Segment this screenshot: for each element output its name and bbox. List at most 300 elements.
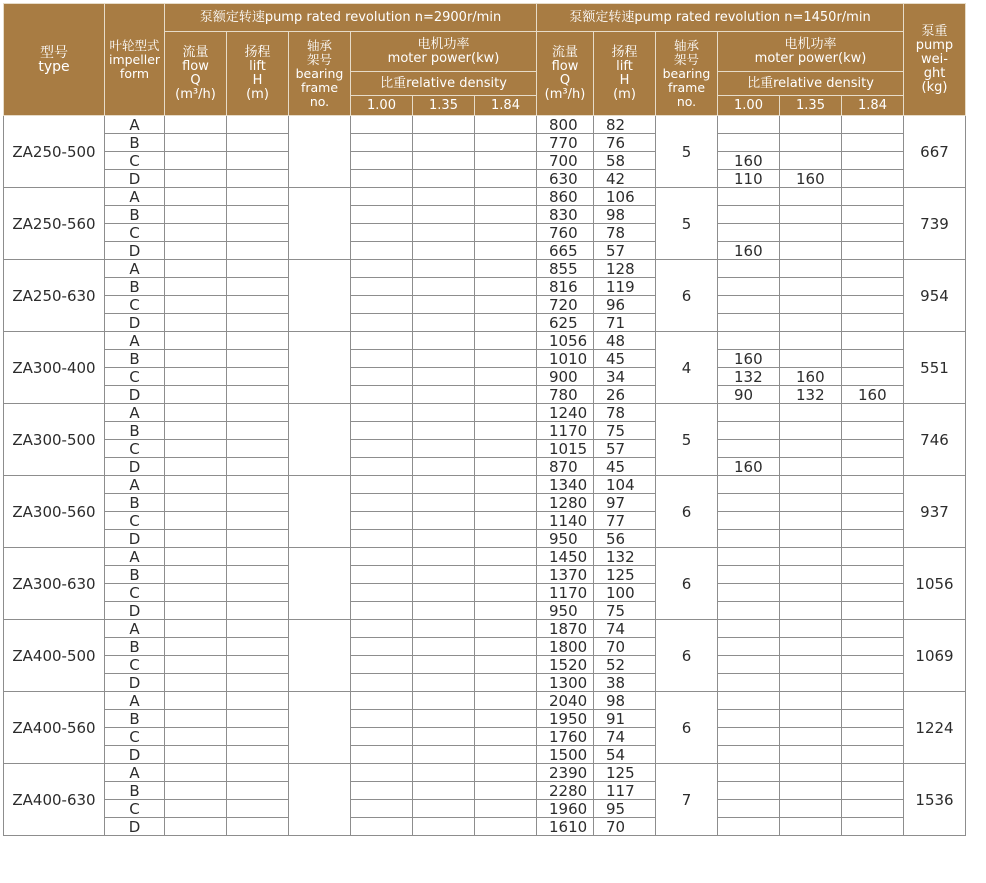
lift-2900-cell <box>227 476 289 494</box>
power-1450-1-00-cell <box>718 512 780 530</box>
revolution-2900-header: 泵额定转速pump rated revolution n=2900r/min <box>165 4 537 32</box>
power-1450-1-84-cell <box>842 206 904 224</box>
flow-1450-cell: 2390 <box>537 764 594 782</box>
density-1-84-2900: 1.84 <box>475 96 537 116</box>
bearing-frame-2900-cell <box>289 404 351 476</box>
flow-2900-cell <box>165 764 227 782</box>
table-row <box>4 332 966 350</box>
lift-2900-cell <box>227 638 289 656</box>
lift-1450-cell: 96 <box>594 296 656 314</box>
lift-header-2900: 扬程 lift H (m) <box>227 32 289 116</box>
power-2900-1-00-cell <box>351 314 413 332</box>
flow-1450-cell: 950 <box>537 602 594 620</box>
flow-2900-cell <box>165 134 227 152</box>
power-2900-1-00-cell <box>351 476 413 494</box>
table-row <box>4 260 966 278</box>
power-1450-1-35-cell <box>780 800 842 818</box>
lift-1450-cell: 98 <box>594 206 656 224</box>
power-2900-1-00-cell <box>351 116 413 134</box>
power-2900-1-84-cell <box>475 638 537 656</box>
flow-1450-cell: 950 <box>537 530 594 548</box>
lift-1450-cell: 77 <box>594 512 656 530</box>
power-1450-1-00-cell <box>718 710 780 728</box>
lift-2900-cell <box>227 620 289 638</box>
power-1450-1-84-cell <box>842 422 904 440</box>
power-2900-1-35-cell <box>413 530 475 548</box>
flow-2900-cell <box>165 332 227 350</box>
power-2900-1-35-cell <box>413 188 475 206</box>
table-row <box>4 386 966 404</box>
lift-2900-cell <box>227 674 289 692</box>
lift-2900-cell <box>227 332 289 350</box>
power-2900-1-84-cell <box>475 422 537 440</box>
table-row <box>4 368 966 386</box>
power-1450-1-84-cell <box>842 404 904 422</box>
lift-2900-cell <box>227 278 289 296</box>
lift-1450-cell: 45 <box>594 350 656 368</box>
power-1450-1-35-cell <box>780 548 842 566</box>
power-2900-1-35-cell <box>413 422 475 440</box>
lift-1450-cell: 125 <box>594 566 656 584</box>
lift-2900-cell <box>227 602 289 620</box>
power-1450-1-84-cell <box>842 368 904 386</box>
power-1450-1-84-cell <box>842 116 904 134</box>
impeller-form-cell: D <box>105 242 165 260</box>
power-1450-1-84-cell <box>842 602 904 620</box>
impeller-form-cell: D <box>105 458 165 476</box>
bearing-frame-2900-cell <box>289 692 351 764</box>
flow-1450-cell: 1056 <box>537 332 594 350</box>
bearing-frame-2900-cell <box>289 620 351 692</box>
power-1450-1-84-cell <box>842 314 904 332</box>
power-2900-1-00-cell <box>351 602 413 620</box>
impeller-form-cell: B <box>105 278 165 296</box>
density-1-35-2900: 1.35 <box>413 96 475 116</box>
lift-2900-cell <box>227 134 289 152</box>
density-1-84-1450: 1.84 <box>842 96 904 116</box>
power-1450-1-35-cell <box>780 404 842 422</box>
lift-1450-cell: 70 <box>594 638 656 656</box>
power-1450-1-00-cell <box>718 764 780 782</box>
power-2900-1-84-cell <box>475 314 537 332</box>
power-2900-1-84-cell <box>475 260 537 278</box>
power-1450-1-84-cell <box>842 656 904 674</box>
power-1450-1-00-cell <box>718 818 780 836</box>
power-2900-1-84-cell <box>475 350 537 368</box>
pump-weight-cell: 746 <box>904 404 966 476</box>
power-1450-1-00-cell <box>718 188 780 206</box>
impeller-form-cell: A <box>105 260 165 278</box>
power-1450-1-35-cell <box>780 530 842 548</box>
power-1450-1-00-cell <box>718 620 780 638</box>
power-1450-1-35-cell <box>780 782 842 800</box>
table-row <box>4 440 966 458</box>
lift-1450-cell: 74 <box>594 620 656 638</box>
model-cell: ZA250-560 <box>4 188 105 260</box>
power-1450-1-00-cell <box>718 566 780 584</box>
power-1450-1-35-cell <box>780 224 842 242</box>
power-1450-1-84-cell <box>842 440 904 458</box>
power-2900-1-84-cell <box>475 746 537 764</box>
flow-2900-cell <box>165 530 227 548</box>
flow-2900-cell <box>165 512 227 530</box>
power-2900-1-84-cell <box>475 170 537 188</box>
power-2900-1-84-cell <box>475 512 537 530</box>
flow-1450-cell: 1240 <box>537 404 594 422</box>
power-1450-1-84-cell <box>842 620 904 638</box>
power-1450-1-35-cell <box>780 584 842 602</box>
lift-2900-cell <box>227 818 289 836</box>
power-1450-1-84-cell <box>842 458 904 476</box>
flow-2900-cell <box>165 368 227 386</box>
power-1450-1-00-cell <box>718 440 780 458</box>
power-1450-1-00-cell <box>718 206 780 224</box>
power-2900-1-35-cell <box>413 242 475 260</box>
power-1450-1-35-cell: 160 <box>780 368 842 386</box>
table-row <box>4 548 966 566</box>
power-1450-1-00-cell: 90 <box>718 386 780 404</box>
table-row <box>4 314 966 332</box>
table-row <box>4 188 966 206</box>
flow-2900-cell <box>165 476 227 494</box>
power-2900-1-00-cell <box>351 620 413 638</box>
power-1450-1-35-cell <box>780 602 842 620</box>
flow-1450-cell: 830 <box>537 206 594 224</box>
table-row <box>4 476 966 494</box>
lift-1450-cell: 70 <box>594 818 656 836</box>
power-1450-1-00-cell <box>718 800 780 818</box>
flow-2900-cell <box>165 638 227 656</box>
table-row <box>4 620 966 638</box>
power-2900-1-84-cell <box>475 602 537 620</box>
power-2900-1-00-cell <box>351 512 413 530</box>
bearing-frame-1450-cell: 6 <box>656 260 718 332</box>
lift-1450-cell: 119 <box>594 278 656 296</box>
power-2900-1-35-cell <box>413 116 475 134</box>
bearing-frame-2900-cell <box>289 188 351 260</box>
lift-2900-cell <box>227 368 289 386</box>
power-1450-1-00-cell: 160 <box>718 458 780 476</box>
impeller-form-cell: D <box>105 818 165 836</box>
impeller-form-cell: A <box>105 476 165 494</box>
power-1450-1-84-cell <box>842 746 904 764</box>
power-2900-1-35-cell <box>413 278 475 296</box>
table-row <box>4 206 966 224</box>
flow-2900-cell <box>165 548 227 566</box>
impeller-form-cell: C <box>105 584 165 602</box>
flow-1450-cell: 700 <box>537 152 594 170</box>
lift-1450-cell: 26 <box>594 386 656 404</box>
table-row <box>4 782 966 800</box>
power-1450-1-84-cell <box>842 764 904 782</box>
pump-weight-cell: 1224 <box>904 692 966 764</box>
power-2900-1-00-cell <box>351 224 413 242</box>
bearing-frame-1450-cell: 5 <box>656 404 718 476</box>
table-row <box>4 116 966 134</box>
flow-1450-cell: 855 <box>537 260 594 278</box>
power-2900-1-84-cell <box>475 278 537 296</box>
flow-1450-cell: 1450 <box>537 548 594 566</box>
flow-1450-cell: 800 <box>537 116 594 134</box>
power-1450-1-84-cell <box>842 242 904 260</box>
bearing-frame-1450-cell: 7 <box>656 764 718 836</box>
power-1450-1-00-cell <box>718 638 780 656</box>
power-2900-1-84-cell <box>475 818 537 836</box>
table-row <box>4 584 966 602</box>
power-2900-1-84-cell <box>475 296 537 314</box>
power-1450-1-84-cell <box>842 566 904 584</box>
flow-2900-cell <box>165 422 227 440</box>
power-2900-1-35-cell <box>413 494 475 512</box>
power-1450-1-35-cell <box>780 638 842 656</box>
power-1450-1-35-cell <box>780 332 842 350</box>
pump-weight-cell: 739 <box>904 188 966 260</box>
impeller-form-cell: A <box>105 404 165 422</box>
density-1-00-2900: 1.00 <box>351 96 413 116</box>
lift-1450-cell: 34 <box>594 368 656 386</box>
power-2900-1-00-cell <box>351 530 413 548</box>
power-2900-1-35-cell <box>413 710 475 728</box>
lift-2900-cell <box>227 314 289 332</box>
bearing-frame-1450-cell: 4 <box>656 332 718 404</box>
impeller-form-cell: C <box>105 512 165 530</box>
lift-2900-cell <box>227 800 289 818</box>
power-2900-1-35-cell <box>413 368 475 386</box>
power-2900-1-84-cell <box>475 368 537 386</box>
type-header: 型号 type <box>4 4 105 116</box>
impeller-form-cell: C <box>105 440 165 458</box>
pump-weight-header: 泵重 pump wei- ght (kg) <box>904 4 966 116</box>
impeller-form-cell: C <box>105 224 165 242</box>
table-row <box>4 710 966 728</box>
power-2900-1-84-cell <box>475 620 537 638</box>
power-2900-1-35-cell <box>413 620 475 638</box>
power-2900-1-84-cell <box>475 584 537 602</box>
flow-2900-cell <box>165 746 227 764</box>
flow-2900-cell <box>165 566 227 584</box>
power-2900-1-35-cell <box>413 476 475 494</box>
power-1450-1-84-cell <box>842 296 904 314</box>
power-2900-1-35-cell <box>413 314 475 332</box>
power-1450-1-35-cell <box>780 296 842 314</box>
power-1450-1-00-cell: 132 <box>718 368 780 386</box>
lift-2900-cell <box>227 386 289 404</box>
power-1450-1-00-cell: 160 <box>718 152 780 170</box>
power-1450-1-35-cell <box>780 116 842 134</box>
power-2900-1-84-cell <box>475 566 537 584</box>
power-1450-1-00-cell <box>718 476 780 494</box>
power-2900-1-00-cell <box>351 710 413 728</box>
power-1450-1-00-cell <box>718 746 780 764</box>
lift-1450-cell: 106 <box>594 188 656 206</box>
power-2900-1-35-cell <box>413 440 475 458</box>
power-1450-1-35-cell: 132 <box>780 386 842 404</box>
power-1450-1-84-cell <box>842 494 904 512</box>
power-1450-1-35-cell <box>780 152 842 170</box>
flow-1450-cell: 1340 <box>537 476 594 494</box>
lift-2900-cell <box>227 710 289 728</box>
motor-power-header-1450: 电机功率 moter power(kw) <box>718 32 904 72</box>
flow-1450-cell: 1870 <box>537 620 594 638</box>
table-row <box>4 746 966 764</box>
power-2900-1-00-cell <box>351 134 413 152</box>
power-2900-1-84-cell <box>475 764 537 782</box>
power-1450-1-84-cell <box>842 782 904 800</box>
impeller-form-cell: A <box>105 188 165 206</box>
table-row <box>4 728 966 746</box>
flow-1450-cell: 720 <box>537 296 594 314</box>
power-2900-1-00-cell <box>351 458 413 476</box>
flow-2900-cell <box>165 260 227 278</box>
flow-2900-cell <box>165 188 227 206</box>
power-2900-1-00-cell <box>351 278 413 296</box>
power-2900-1-35-cell <box>413 746 475 764</box>
model-cell: ZA250-500 <box>4 116 105 188</box>
power-2900-1-35-cell <box>413 332 475 350</box>
lift-1450-cell: 54 <box>594 746 656 764</box>
impeller-form-cell: A <box>105 548 165 566</box>
power-2900-1-84-cell <box>475 800 537 818</box>
power-2900-1-84-cell <box>475 440 537 458</box>
flow-1450-cell: 816 <box>537 278 594 296</box>
bearing-frame-2900-cell <box>289 260 351 332</box>
power-1450-1-84-cell: 160 <box>842 386 904 404</box>
power-2900-1-00-cell <box>351 350 413 368</box>
pump-weight-cell: 551 <box>904 332 966 404</box>
power-1450-1-84-cell <box>842 530 904 548</box>
flow-2900-cell <box>165 602 227 620</box>
pump-weight-cell: 1536 <box>904 764 966 836</box>
impeller-form-cell: A <box>105 332 165 350</box>
density-1-00-1450: 1.00 <box>718 96 780 116</box>
power-2900-1-00-cell <box>351 692 413 710</box>
flow-2900-cell <box>165 404 227 422</box>
lift-2900-cell <box>227 548 289 566</box>
lift-1450-cell: 76 <box>594 134 656 152</box>
lift-2900-cell <box>227 170 289 188</box>
table-row <box>4 656 966 674</box>
power-1450-1-00-cell: 160 <box>718 242 780 260</box>
power-2900-1-35-cell <box>413 404 475 422</box>
power-1450-1-35-cell <box>780 566 842 584</box>
impeller-form-cell: B <box>105 566 165 584</box>
power-2900-1-00-cell <box>351 656 413 674</box>
impeller-form-cell: C <box>105 368 165 386</box>
power-1450-1-00-cell <box>718 782 780 800</box>
power-2900-1-00-cell <box>351 782 413 800</box>
lift-1450-cell: 58 <box>594 152 656 170</box>
bearing-frame-1450-cell: 6 <box>656 548 718 620</box>
lift-1450-cell: 132 <box>594 548 656 566</box>
model-cell: ZA300-630 <box>4 548 105 620</box>
pump-weight-cell: 1056 <box>904 548 966 620</box>
power-1450-1-35-cell <box>780 440 842 458</box>
lift-2900-cell <box>227 152 289 170</box>
lift-2900-cell <box>227 728 289 746</box>
flow-1450-cell: 1950 <box>537 710 594 728</box>
revolution-1450-header: 泵额定转速pump rated revolution n=1450r/min <box>537 4 904 32</box>
table-row <box>4 296 966 314</box>
flow-1450-cell: 1170 <box>537 422 594 440</box>
power-1450-1-35-cell <box>780 350 842 368</box>
table-row <box>4 224 966 242</box>
impeller-form-cell: D <box>105 386 165 404</box>
power-1450-1-84-cell <box>842 692 904 710</box>
impeller-form-cell: A <box>105 116 165 134</box>
impeller-form-cell: B <box>105 710 165 728</box>
flow-1450-cell: 630 <box>537 170 594 188</box>
table-row <box>4 638 966 656</box>
lift-2900-cell <box>227 584 289 602</box>
power-2900-1-00-cell <box>351 584 413 602</box>
pump-weight-cell: 954 <box>904 260 966 332</box>
power-2900-1-84-cell <box>475 242 537 260</box>
table-row <box>4 404 966 422</box>
power-1450-1-84-cell <box>842 224 904 242</box>
model-cell: ZA300-400 <box>4 332 105 404</box>
power-2900-1-84-cell <box>475 530 537 548</box>
table-row <box>4 134 966 152</box>
table-row <box>4 512 966 530</box>
table-row <box>4 170 966 188</box>
power-1450-1-35-cell <box>780 710 842 728</box>
lift-1450-cell: 97 <box>594 494 656 512</box>
power-1450-1-84-cell <box>842 188 904 206</box>
table-row <box>4 530 966 548</box>
flow-2900-cell <box>165 494 227 512</box>
power-1450-1-00-cell <box>718 314 780 332</box>
bearing-frame-2900-cell <box>289 476 351 548</box>
power-1450-1-84-cell <box>842 584 904 602</box>
power-2900-1-84-cell <box>475 332 537 350</box>
flow-2900-cell <box>165 224 227 242</box>
lift-2900-cell <box>227 494 289 512</box>
flow-1450-cell: 900 <box>537 368 594 386</box>
table-row <box>4 602 966 620</box>
power-1450-1-35-cell <box>780 674 842 692</box>
table-row <box>4 242 966 260</box>
power-1450-1-84-cell <box>842 728 904 746</box>
density-1-35-1450: 1.35 <box>780 96 842 116</box>
lift-1450-cell: 75 <box>594 422 656 440</box>
power-2900-1-84-cell <box>475 386 537 404</box>
flow-2900-cell <box>165 116 227 134</box>
lift-2900-cell <box>227 422 289 440</box>
power-1450-1-35-cell <box>780 764 842 782</box>
flow-2900-cell <box>165 152 227 170</box>
flow-1450-cell: 1610 <box>537 818 594 836</box>
flow-1450-cell: 1170 <box>537 584 594 602</box>
impeller-form-cell: D <box>105 746 165 764</box>
power-2900-1-00-cell <box>351 422 413 440</box>
power-1450-1-84-cell <box>842 476 904 494</box>
power-1450-1-00-cell <box>718 296 780 314</box>
flow-2900-cell <box>165 710 227 728</box>
lift-header-1450: 扬程 lift H (m) <box>594 32 656 116</box>
impeller-form-cell: D <box>105 314 165 332</box>
power-1450-1-35-cell: 160 <box>780 170 842 188</box>
flow-1450-cell: 1500 <box>537 746 594 764</box>
power-2900-1-35-cell <box>413 782 475 800</box>
power-1450-1-84-cell <box>842 548 904 566</box>
power-2900-1-00-cell <box>351 746 413 764</box>
power-1450-1-35-cell <box>780 458 842 476</box>
lift-2900-cell <box>227 188 289 206</box>
table-row <box>4 422 966 440</box>
lift-1450-cell: 117 <box>594 782 656 800</box>
impeller-form-cell: D <box>105 170 165 188</box>
power-1450-1-84-cell <box>842 278 904 296</box>
